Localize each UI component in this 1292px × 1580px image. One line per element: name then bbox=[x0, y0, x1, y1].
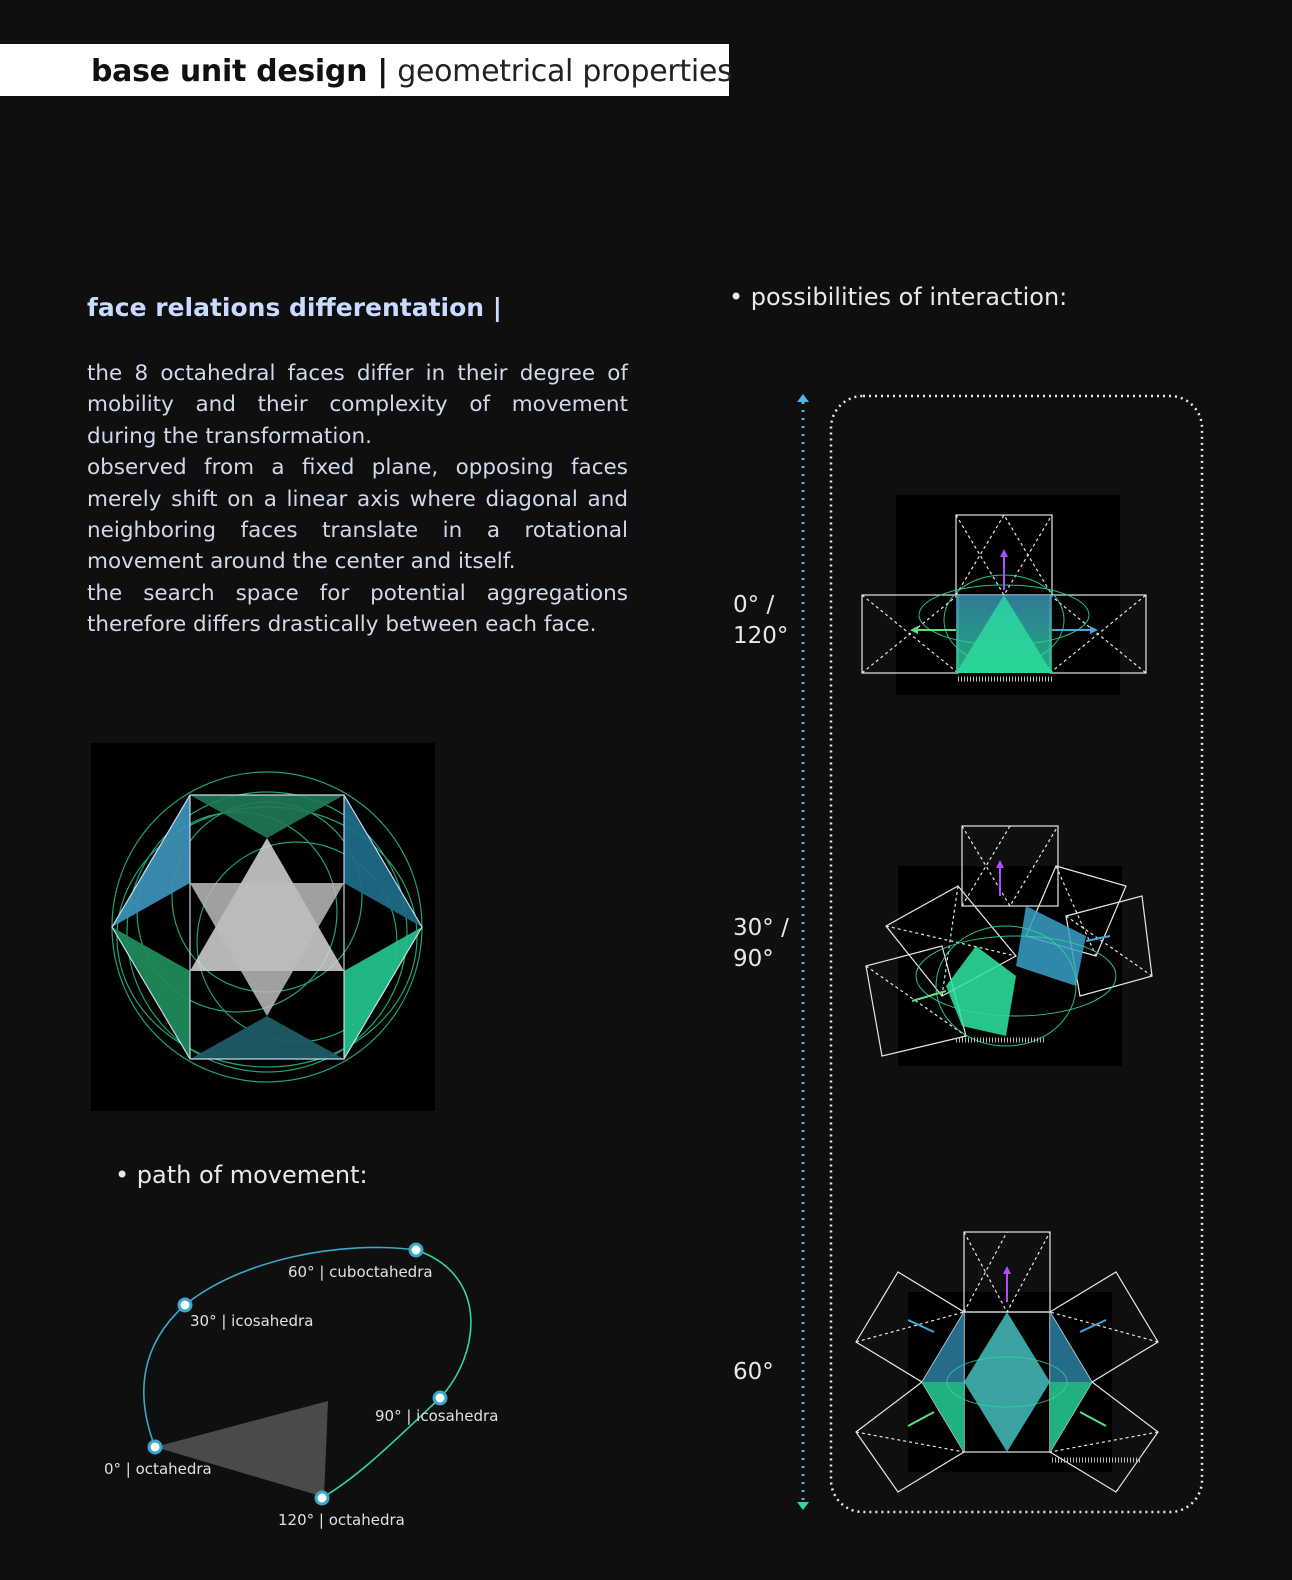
label-120-octahedra: 120° | octahedra bbox=[278, 1511, 405, 1529]
interaction-diagram-30-90 bbox=[866, 826, 1166, 1066]
paragraph-1: the 8 octahedral faces differ in their degree of mobility and their complexity of movement during the transformation. bbox=[87, 361, 628, 449]
path-triangle bbox=[155, 1401, 328, 1497]
path-of-movement-diagram bbox=[90, 1235, 530, 1535]
label-30-icosahedra: 30° | icosahedra bbox=[190, 1312, 314, 1330]
node-60 bbox=[410, 1244, 422, 1256]
title-bold: base unit design | bbox=[91, 54, 388, 89]
angle-b2: 90° bbox=[733, 946, 774, 972]
label-0-octahedra: 0° | octahedra bbox=[104, 1460, 212, 1478]
angle-a2: 120° bbox=[733, 623, 789, 649]
axis-arrow-bottom bbox=[797, 1502, 809, 1510]
paragraph-3: the search space for potential aggregations therefore differs drastically between each face. bbox=[87, 580, 628, 638]
angle-a: 0° / bbox=[733, 592, 775, 618]
label-60-cuboctahedra: 60° | cuboctahedra bbox=[288, 1263, 433, 1281]
interaction-diagram-60 bbox=[856, 1232, 1176, 1502]
octahedron-star-diagram bbox=[91, 743, 435, 1111]
axis-arrow-top bbox=[797, 394, 809, 402]
node-30 bbox=[179, 1299, 191, 1311]
interaction-heading: • possibilities of interaction: bbox=[729, 283, 1068, 311]
section-title: face relations differentation | bbox=[87, 293, 502, 322]
angle-label-60: 60° bbox=[733, 1359, 774, 1385]
angle-b: 30° / bbox=[733, 915, 789, 941]
title-light: geometrical properties bbox=[397, 54, 733, 89]
node-90 bbox=[434, 1392, 446, 1404]
interaction-diagram-0-120 bbox=[896, 495, 1196, 695]
paragraph-2: observed from a fixed plane, opposing faces merely shift on a linear axis where diagonal and neighboring faces translate in a rotational movement around the center and itself. bbox=[87, 455, 628, 575]
node-120 bbox=[316, 1492, 328, 1504]
node-0 bbox=[149, 1441, 161, 1453]
path-heading: • path of movement: bbox=[115, 1161, 368, 1189]
label-90-icosahedra: 90° | icosahedra bbox=[375, 1407, 499, 1425]
